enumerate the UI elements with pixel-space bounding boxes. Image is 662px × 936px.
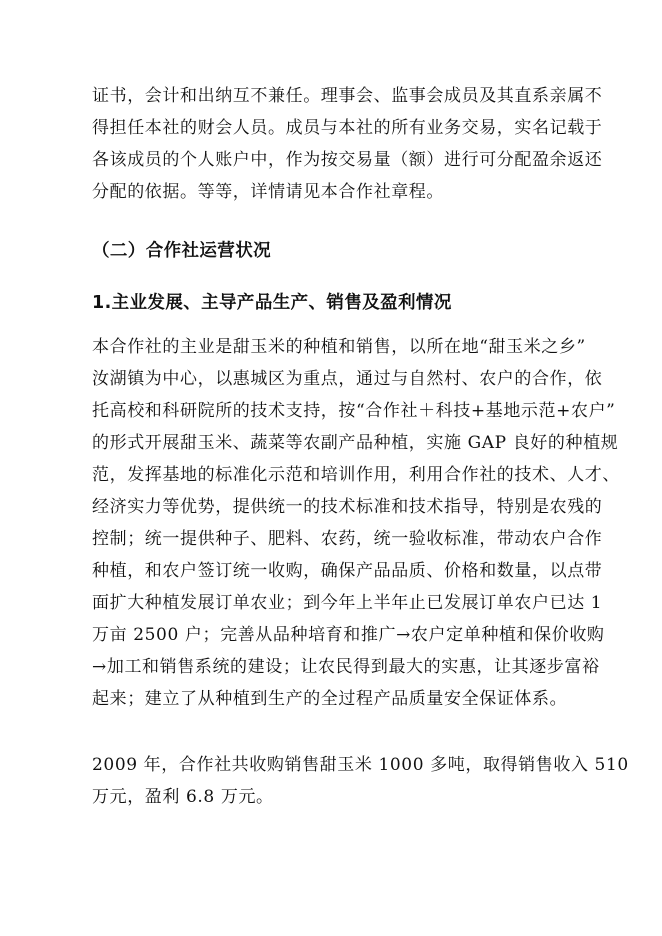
text-line: 万元，盈利 6.8 万元。 [92, 787, 274, 807]
paragraph-2009-results [92, 749, 629, 813]
text-line: 种植，和农户签订统一收购，确保产品品质、价格和数量，以点带 [92, 561, 603, 581]
text-line: 万亩 2500 户；完善从品种培育和推广→农户定单种植和保价收购 [92, 625, 605, 645]
text-line: 控制；统一提供种子、肥料、农药，统一验收标准，带动农户合作 [92, 529, 603, 549]
text-line: 的形式开展甜玉米、蔬菜等农副产品种植，实施 GAP 良好的种植规 [92, 433, 619, 453]
text-line: 得担任本社的财会人员。成员与本社的所有业务交易，实名记载于 [92, 118, 603, 138]
section-heading: （二）合作社运营状况 [92, 241, 271, 261]
text-line: 本合作社的主业是甜玉米的种植和销售，以所在地“甜玉米之乡” [92, 337, 586, 357]
text-line: 分配的依据。等等，详情请见本合作社章程。 [92, 182, 444, 202]
text-line: 经济实力等优势，提供统一的技术标准和技术指导，特别是农残的 [92, 497, 603, 517]
text-line: →加工和销售系统的建设；让农民得到最大的实惠，让其逐步富裕 [92, 657, 600, 677]
text-line: 汝湖镇为中心，以惠城区为重点，通过与自然村、农户的合作，依 [92, 369, 603, 389]
text-line: 托高校和科研院所的技术支持，按“合作社＋科技+基地示范+农户” [92, 401, 616, 421]
paragraph-membership-rules [92, 80, 603, 208]
text-line: 2009 年，合作社共收购销售甜玉米 1000 多吨，取得销售收入 510 [92, 755, 629, 775]
text-line: 起来；建立了从种植到生产的全过程产品质量安全保证体系。 [92, 689, 568, 709]
subsection-heading: 1.主业发展、主导产品生产、销售及盈利情况 [92, 293, 452, 313]
text-line: 范，发挥基地的标准化示范和培训作用，利用合作社的技术、人才、 [92, 465, 620, 485]
text-line: 各该成员的个人账户中，作为按交易量（额）进行可分配盈余返还 [92, 150, 603, 170]
text-line: 面扩大种植发展订单农业；到今年上半年止已发展订单农户已达 1 [92, 593, 603, 613]
paragraph-main-business [92, 331, 620, 715]
text-line: 证书，会计和出纳互不兼任。理事会、监事会成员及其直系亲属不 [92, 86, 603, 106]
